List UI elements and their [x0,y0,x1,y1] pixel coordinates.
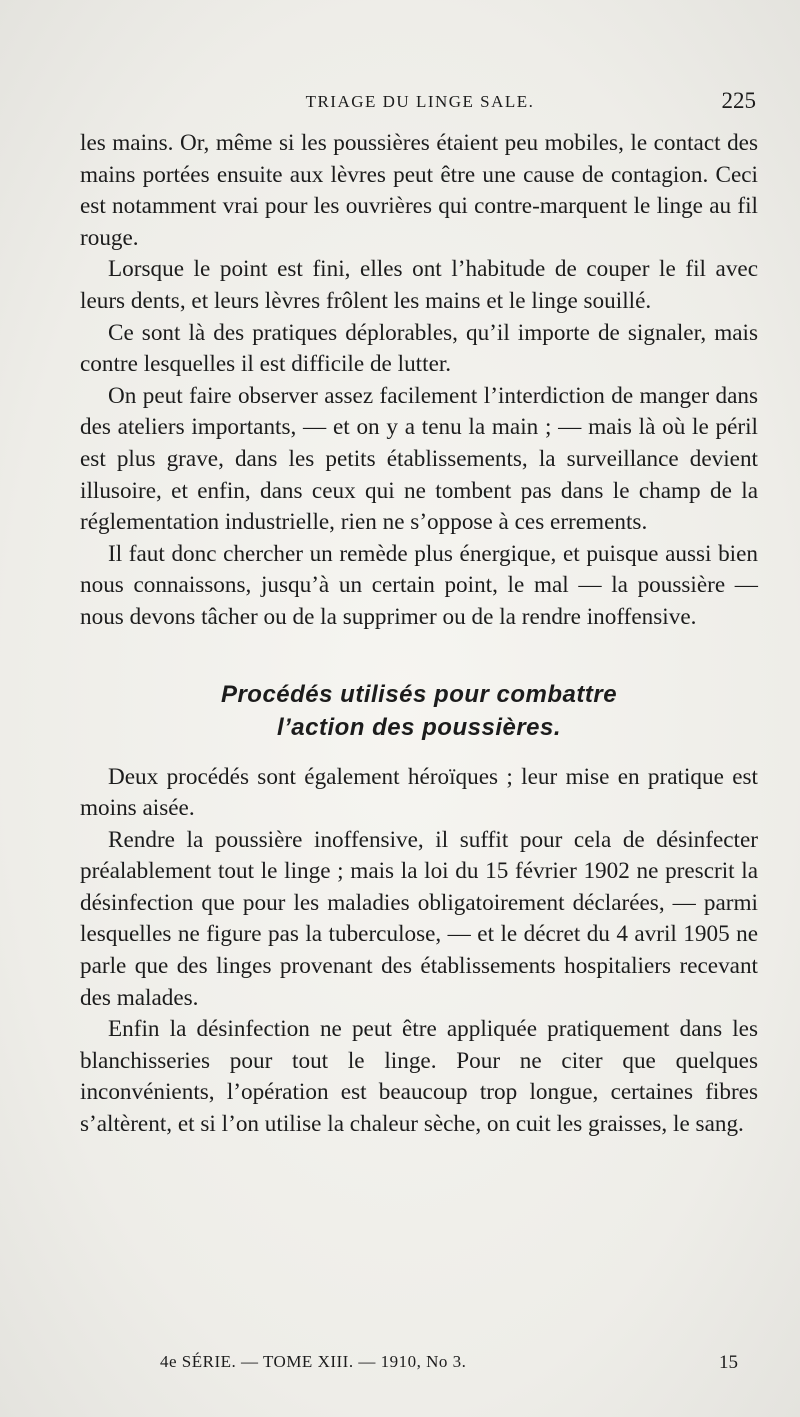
running-title: TRIAGE DU LINGE SALE. [305,92,535,111]
printer-signature: 4e SÉRIE. — TOME XIII. — 1910, No 3. [160,1352,467,1371]
paragraph: Il faut donc chercher un remède plus énergique, et puisque aussi bien nous connaissons, jusqu’à un certain point, le mal — la poussière — nous devons tâcher ou de la supprimer ou de la rendre inoffensive. [80,540,758,630]
page-number: 225 [721,88,756,113]
sheet-number: 15 [719,1352,738,1373]
running-head [80,88,760,118]
paragraph: Lorsque le point est fini, elles ont l’habitude de couper le fil avec leurs dents, et leurs lèvres frôlent les mains et le linge souillé. [80,256,758,314]
section-heading-line: Procédés utilisés pour combattre [220,680,618,708]
paragraph: Ce sont là des pratiques déplorables, qu’il importe de signaler, mais contre lesquelles il est difficile de lutter. [80,319,758,378]
paragraph: les mains. Or, même si les poussières étaient peu mobiles, le contact des mains portées ensuite aux lèvres peut être une cause de contagion. Ceci est notamment vrai pour les ouvrières qui contre-marquent le linge au fil rouge. [80,130,758,251]
paragraph: Rendre la poussière inoffensive, il suffit pour cela de désinfecter préalablement tout le linge ; mais la loi du 15 février 1902 ne prescrit la désinfection que pour les maladies obligatoirement déclarées, — parmi lesquelles ne figure pas la tuberculose, — et le décret du 4 avril 1905 ne parle que des linges provenant des établissements hospitaliers recevant des malades. [80,826,758,1011]
section-heading-line: l’action des poussières. [276,713,562,741]
section-heading [80,678,758,744]
paragraph: Enfin la désinfection ne peut être appliquée pratiquement dans les blanchisseries pour tout le linge. Pour ne citer que quelques inconvénients, l’opération est beaucoup trop longue, certaines fibres s’altèrent, et si l’on utilise la chaleur sèche, on cuit les graisses, le sang. [80,1016,758,1138]
paragraph: On peut faire observer assez facilement l’interdiction de manger dans des ateliers importants, — et on y a tenu la main ; — mais là où le péril est plus grave, dans les petits établissements, la surveillance devient illusoire, et enfin, dans ceux qui ne tombent pas dans le champ de la réglementation industrielle, rien ne s’oppose à ces errements. [80,382,758,536]
body-text [80,128,758,1141]
paragraph: Deux procédés sont également héroïques ; leur mise en pratique est moins aisée. [80,763,758,822]
page-footer [80,1352,760,1382]
